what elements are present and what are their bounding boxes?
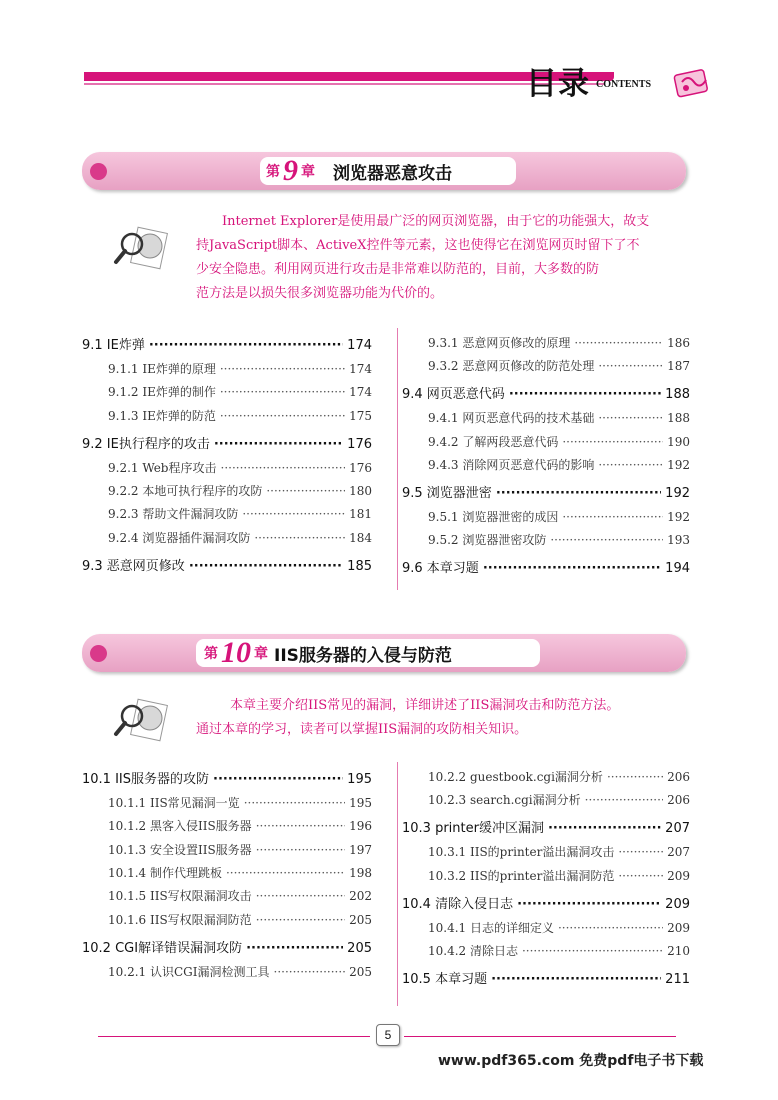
- toc-leader: [618, 845, 663, 859]
- toc-leader: [509, 387, 661, 402]
- toc-leader: [598, 411, 663, 425]
- toc-leader: [256, 913, 345, 927]
- toc-subsection[interactable]: [428, 357, 690, 374]
- intro-line: 通过本章的学习，读者可以掌握IIS漏洞的攻防相关知识。: [196, 722, 528, 737]
- toc-title: 9.2.3 帮助文件漏洞攻防: [108, 507, 239, 522]
- toc-page-number: 174: [349, 385, 372, 400]
- toc-leader: [607, 770, 663, 784]
- toc-subsection[interactable]: [428, 919, 690, 936]
- toc-page-number: 210: [667, 943, 690, 958]
- toc-subsection[interactable]: [428, 433, 690, 450]
- toc-section[interactable]: [82, 433, 372, 452]
- toc-page-number: 206: [667, 770, 690, 784]
- toc-subsection[interactable]: [108, 817, 372, 834]
- toc-title: 9.2 IE执行程序的攻击: [82, 436, 210, 452]
- toc-page-number: 198: [349, 865, 372, 880]
- toc-leader: [246, 941, 343, 956]
- toc-title: 9.4 网页恶意代码: [402, 387, 505, 403]
- toc-title: 10.3.1 IIS的printer溢出漏洞攻击: [428, 845, 615, 860]
- toc-title: 9.3.2 恶意网页修改的防范处理: [428, 359, 595, 374]
- toc-subsection[interactable]: [428, 768, 690, 785]
- toc-title: 9.5.1 浏览器泄密的成因: [428, 509, 559, 524]
- toc-subsection[interactable]: [428, 409, 690, 426]
- toc-leader: [562, 510, 663, 524]
- toc-subsection[interactable]: [108, 887, 372, 904]
- toc-leader: [618, 869, 663, 883]
- page-number: 5: [376, 1024, 400, 1046]
- toc-leader: [548, 821, 661, 836]
- toc-subsection[interactable]: [108, 911, 372, 928]
- toc-title: 9.1.3 IE炸弹的防范: [108, 408, 216, 423]
- toc-title: 9.2.1 Web程序攻击: [108, 460, 217, 475]
- toc-leader: [266, 484, 345, 498]
- toc-title: 9.4.3 消除网页恶意代码的影响: [428, 457, 595, 472]
- toc-title: 10.2 CGI解译错误漏洞攻防: [82, 940, 243, 956]
- chapter-number: 10: [221, 636, 251, 669]
- chapter-10-heading: [196, 636, 540, 669]
- toc-leader: [496, 486, 661, 501]
- toc-page-number: 196: [349, 819, 372, 834]
- contents-logo-icon: [672, 68, 712, 100]
- toc-page-number: 180: [349, 483, 372, 498]
- toc-title: 10.1.2 黑客入侵IIS服务器: [108, 819, 252, 834]
- toc-page-number: 194: [665, 561, 690, 577]
- toc-subsection[interactable]: [428, 867, 690, 884]
- toc-title: 9.4.1 网页恶意代码的技术基础: [428, 411, 595, 426]
- toc-page-number: 181: [349, 507, 372, 522]
- toc-page-number: 176: [347, 436, 372, 452]
- toc-leader: [574, 336, 663, 350]
- toc-page-number: 184: [349, 530, 372, 545]
- toc-subsection[interactable]: [428, 531, 690, 548]
- toc-leader: [254, 531, 345, 545]
- toc-title: 9.2.2 本地可执行程序的攻防: [108, 483, 263, 498]
- footer-line-left: [98, 1036, 370, 1037]
- toc-title: 10.5 本章习题: [402, 971, 488, 987]
- toc-page-number: 193: [667, 533, 690, 548]
- toc-title: 10.4.1 日志的详细定义: [428, 920, 554, 935]
- toc-subsection[interactable]: [428, 508, 690, 525]
- toc-page-number: 206: [667, 793, 690, 808]
- toc-title: 9.1.2 IE炸弹的制作: [108, 385, 216, 400]
- intro-line: 本章主要介绍IIS常见的漏洞，详细讲述了IIS漏洞攻击和防范方法。: [230, 698, 620, 713]
- chapter-suffix: 章: [301, 165, 315, 180]
- toc-page-number: 207: [665, 821, 690, 837]
- column-divider: [397, 328, 398, 590]
- chapter-number: 9: [283, 154, 298, 187]
- footer-link[interactable]: www.pdf365.com 免费pdf电子书下载: [438, 1053, 704, 1069]
- column-divider: [397, 762, 398, 1006]
- intro-line: 范方法是以损失很多浏览器功能为代价的。: [196, 286, 444, 301]
- toc-leader: [256, 843, 345, 857]
- toc-section[interactable]: [402, 893, 690, 912]
- toc-title: 10.1.3 安全设置IIS服务器: [108, 842, 252, 857]
- toc-page-number: 174: [347, 338, 372, 353]
- toc-title: 10.3 printer缓冲区漏洞: [402, 821, 544, 837]
- toc-leader: [221, 461, 346, 475]
- page-title: 目录: [526, 66, 590, 102]
- toc-section[interactable]: [82, 937, 372, 956]
- toc-subsection[interactable]: [108, 482, 372, 499]
- magnifier-icon: [112, 694, 168, 744]
- toc-page-number: 187: [667, 359, 690, 374]
- toc-section[interactable]: [82, 555, 372, 574]
- toc-page-number: 192: [667, 457, 690, 472]
- toc-page-number: 205: [347, 940, 372, 956]
- toc-section[interactable]: [402, 817, 690, 836]
- toc-page-number: 207: [667, 845, 690, 860]
- footer-line-right: [404, 1036, 676, 1037]
- toc-page-number: 188: [665, 387, 690, 403]
- toc-title: 9.5 浏览器泄密: [402, 485, 492, 501]
- toc-leader: [558, 921, 663, 935]
- chapter-9-banner: [82, 152, 686, 190]
- toc-section[interactable]: [82, 768, 372, 787]
- toc-subsection[interactable]: [108, 459, 372, 476]
- toc-leader: [491, 972, 661, 987]
- chapter-9-heading: [260, 154, 516, 187]
- toc-leader: [226, 866, 345, 880]
- toc-subsection[interactable]: [108, 383, 372, 400]
- toc-title: 10.1.4 制作代理跳板: [108, 865, 222, 880]
- toc-subsection[interactable]: [428, 843, 690, 860]
- chapter-title: 浏览器恶意攻击: [333, 163, 452, 184]
- toc-title: 9.2.4 浏览器插件漏洞攻防: [108, 530, 251, 545]
- banner-dot: [90, 645, 107, 662]
- toc-page-number: 186: [667, 336, 690, 350]
- magnifier-icon: [112, 222, 168, 272]
- toc-page-number: 190: [667, 434, 690, 449]
- toc-leader: [220, 409, 345, 423]
- toc-leader: [242, 507, 345, 521]
- toc-leader: [562, 435, 663, 449]
- toc-leader: [517, 897, 661, 912]
- toc-page-number: 205: [349, 912, 372, 927]
- toc-leader: [522, 944, 663, 958]
- toc-page-number: 192: [667, 509, 690, 524]
- toc-title: 10.3.2 IIS的printer溢出漏洞防范: [428, 868, 615, 883]
- toc-subsection[interactable]: [108, 794, 372, 811]
- banner-dot: [90, 163, 107, 180]
- toc-title: 10.1.6 IIS写权限漏洞防范: [108, 912, 252, 927]
- chapter-10-intro: [196, 694, 696, 742]
- toc-subsection[interactable]: [428, 942, 690, 959]
- toc-section[interactable]: [402, 557, 690, 576]
- toc-page-number: 209: [667, 868, 690, 883]
- toc-leader: [598, 458, 663, 472]
- toc-leader: [189, 559, 343, 574]
- toc-title: 10.4.2 清除日志: [428, 943, 518, 958]
- toc-page-number: 202: [349, 889, 372, 904]
- toc-title: 10.1 IIS服务器的攻防: [82, 772, 209, 787]
- toc-page-number: 195: [349, 796, 372, 810]
- toc-subsection[interactable]: [108, 963, 372, 980]
- toc-title: 9.3 恶意网页修改: [82, 558, 185, 574]
- toc-section[interactable]: [402, 968, 690, 987]
- toc-page-number: 205: [349, 964, 372, 979]
- toc-subsection[interactable]: [108, 529, 372, 546]
- toc-subsection[interactable]: [108, 864, 372, 881]
- toc-page-number: 185: [347, 558, 372, 574]
- toc-leader: [213, 772, 343, 787]
- page-subtitle: CONTENTS: [596, 79, 652, 90]
- toc-leader: [214, 437, 343, 452]
- toc-title: 9.1 IE炸弹: [82, 338, 145, 353]
- toc-leader: [220, 362, 345, 376]
- chapter-10-banner: [82, 634, 686, 672]
- chapter-9-intro: [196, 210, 696, 306]
- toc-page-number: 197: [349, 842, 372, 857]
- toc-page-number: 188: [667, 411, 690, 426]
- chapter-prefix: 第: [266, 165, 280, 180]
- toc-title: 10.2.1 认识CGI漏洞检测工具: [108, 964, 270, 979]
- toc-title: 9.6 本章习题: [402, 561, 479, 577]
- toc-title: 10.2.3 search.cgi漏洞分析: [428, 793, 581, 808]
- toc-leader: [244, 796, 345, 810]
- toc-title: 10.1.5 IIS写权限漏洞攻击: [108, 889, 252, 904]
- toc-title: 10.2.2 guestbook.cgi漏洞分析: [428, 770, 603, 784]
- intro-line: 少安全隐患。利用网页进行攻击是非常难以防范的，目前，大多数的防: [196, 262, 600, 277]
- toc-section[interactable]: [402, 482, 690, 501]
- toc-subsection[interactable]: [428, 334, 690, 351]
- toc-leader: [483, 561, 661, 576]
- toc-subsection[interactable]: [108, 841, 372, 858]
- toc-subsection[interactable]: [108, 505, 372, 522]
- toc-page-number: 176: [349, 460, 372, 475]
- toc-page-number: 175: [349, 408, 372, 423]
- toc-leader: [550, 533, 663, 547]
- toc-leader: [274, 965, 346, 979]
- chapter-suffix: 章: [254, 647, 268, 662]
- toc-leader: [256, 889, 345, 903]
- toc-page-number: 209: [667, 920, 690, 935]
- toc-title: 9.5.2 浏览器泄密攻防: [428, 533, 547, 548]
- chapter-prefix: 第: [204, 647, 218, 662]
- toc-title: 10.4 清除入侵日志: [402, 896, 514, 912]
- toc-subsection[interactable]: [108, 360, 372, 377]
- toc-title: 9.1.1 IE炸弹的原理: [108, 362, 216, 376]
- toc-leader: [220, 385, 345, 399]
- toc-title: 9.3.1 恶意网页修改的原理: [428, 336, 571, 350]
- toc-page-number: 195: [347, 772, 372, 787]
- toc-leader: [149, 338, 343, 353]
- toc-page-number: 209: [665, 896, 690, 912]
- intro-line: 持JavaScript脚本、ActiveX控件等元素，这也使得它在浏览网页时留下了不: [196, 238, 640, 253]
- toc-page-number: 192: [665, 485, 690, 501]
- toc-leader: [598, 359, 663, 373]
- toc-section[interactable]: [82, 334, 372, 353]
- toc-title: 9.4.2 了解两段恶意代码: [428, 434, 559, 449]
- toc-leader: [585, 793, 663, 807]
- toc-leader: [256, 819, 345, 833]
- toc-subsection[interactable]: [108, 407, 372, 424]
- toc-page-number: 211: [665, 971, 690, 987]
- toc-page-number: 174: [349, 362, 372, 376]
- chapter-title: IIS服务器的入侵与防范: [274, 645, 452, 666]
- toc-subsection[interactable]: [428, 456, 690, 473]
- toc-section[interactable]: [402, 383, 690, 402]
- toc-subsection[interactable]: [428, 791, 690, 808]
- toc-title: 10.1.1 IIS常见漏洞一览: [108, 796, 240, 810]
- intro-line: Internet Explorer是使用最广泛的网页浏览器，由于它的功能强大，故支: [222, 214, 650, 229]
